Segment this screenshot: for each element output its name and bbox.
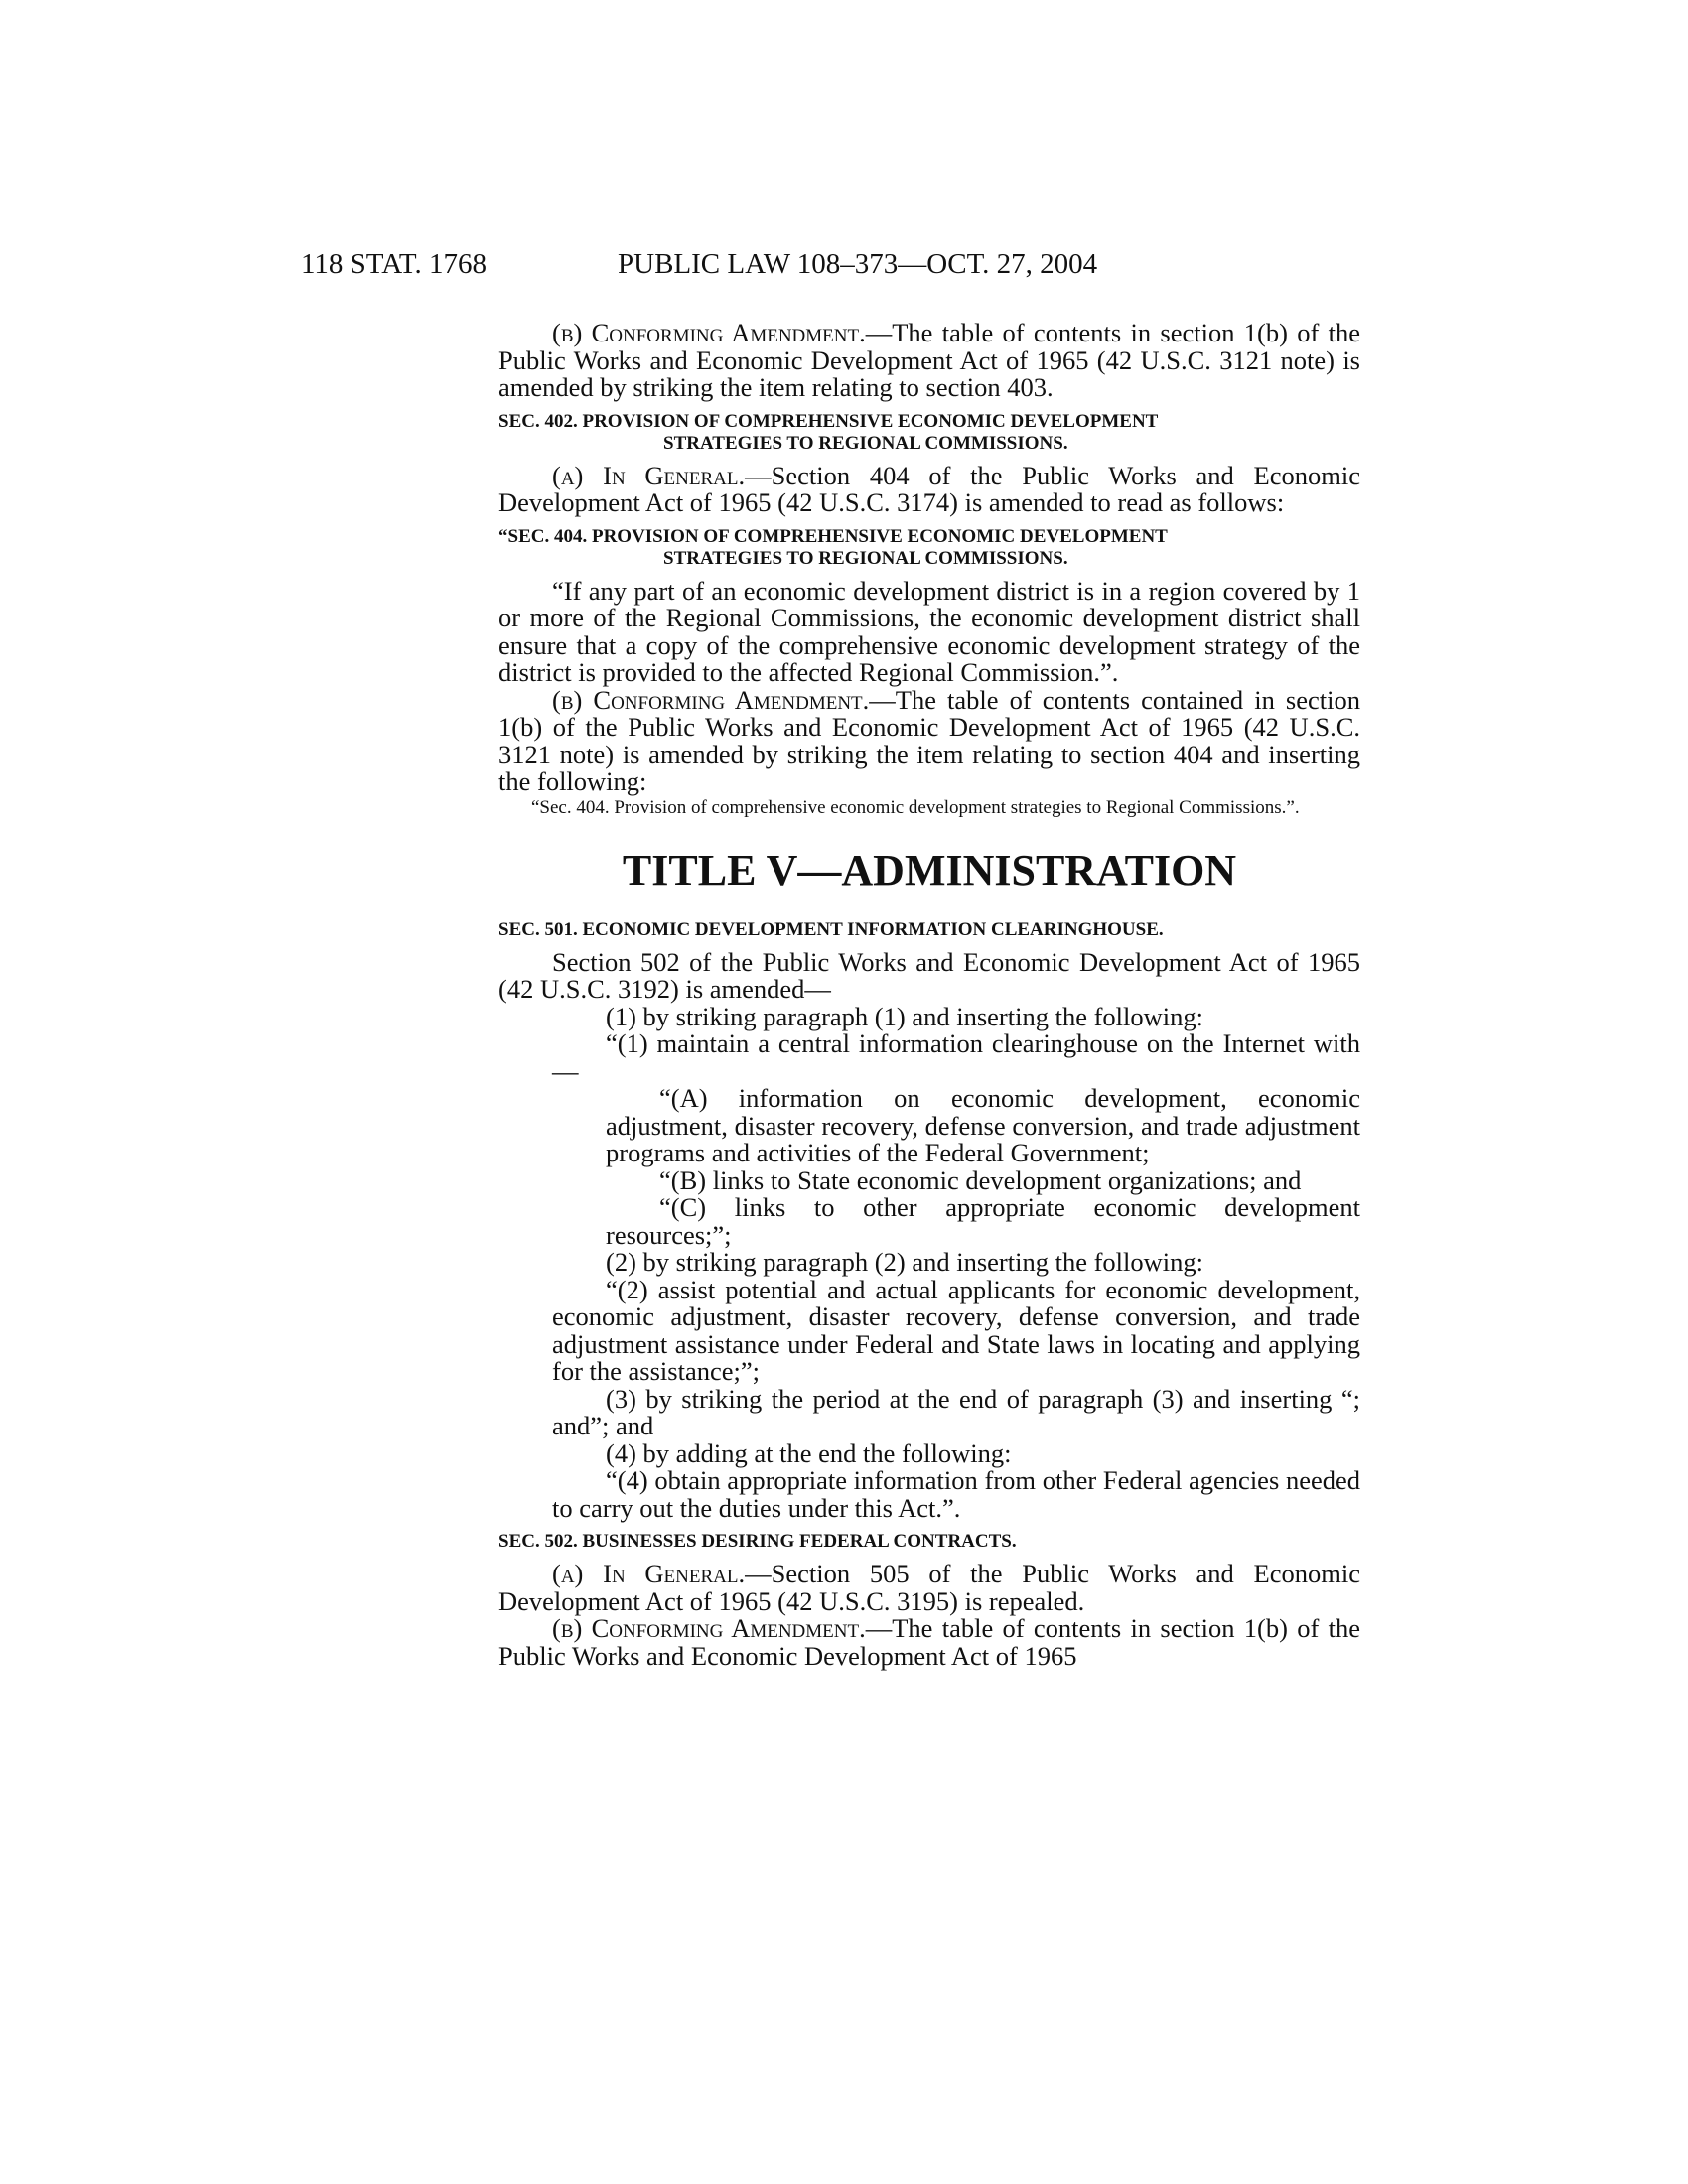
paragraph-label: (b) Conforming Amendment. (552, 1613, 866, 1643)
quoted-subparagraph-c: “(C) links to other appropriate economic development resources;”; (606, 1192, 1360, 1250)
section-heading-502 (498, 1531, 1360, 1553)
paragraph-in-general-505 (498, 1561, 1360, 1615)
list-item-4: (4) by adding at the end the following: (606, 1437, 1012, 1468)
paragraph-text: —The table of contents contained in section 1(b) of the Public Works and Economic Development Act of 1965 (42 U.S.C. 3121 note) is amended by striking the item relating to section 404 and inserting the following: (498, 684, 1360, 796)
title-heading: TITLE V—ADMINISTRATION (622, 845, 1237, 894)
document-body (498, 320, 1360, 1670)
paragraph-text: —Section 404 of the Public Works and Economic Development Act of 1965 (42 U.S.C. 3174) is amended to read as follows: (498, 460, 1360, 517)
paragraph-conforming-amendment-404 (498, 684, 1360, 796)
quoted-paragraph-1: “(1) maintain a central information clearinghouse on the Internet with— (552, 1028, 1360, 1086)
paragraph-label: (b) Conforming Amendment. (552, 318, 866, 347)
paragraph-label: (a) In General. (552, 1559, 746, 1588)
quoted-subparagraph-a: “(A) information on economic development, economic adjustment, disaster recovery, defense conversion, and trade adjustment programs and activities of the Federal Government; (606, 1083, 1360, 1167)
section-heading-404 (498, 526, 1360, 570)
section-heading-501 (498, 919, 1360, 941)
list-item-2: (2) by striking paragraph (2) and inserting the following: (606, 1247, 1203, 1277)
quoted-subparagraph-b: “(B) links to State economic development organizations; and (659, 1164, 1302, 1195)
paragraph-conforming-amendment-403 (498, 320, 1360, 402)
statute-page-number: 118 STAT. 1768 (301, 248, 487, 280)
running-head: PUBLIC LAW 108–373—OCT. 27, 2004 (618, 248, 1098, 280)
section-heading-line: SEC. 402. PROVISION OF COMPREHENSIVE ECONOMIC DEVELOPMENT (498, 410, 1159, 432)
toc-item-404: “Sec. 404. Provision of comprehensive economic development strategies to Regional Commissions.”. (531, 796, 1300, 818)
paragraph-conforming-amendment-505 (498, 1615, 1360, 1670)
paragraph-section-502: Section 502 of the Public Works and Economic Development Act of 1965 (42 U.S.C. 3192) is amended— (498, 946, 1360, 1004)
quoted-paragraph-4: “(4) obtain appropriate information from other Federal agencies needed to carry out the duties under this Act.”. (552, 1465, 1360, 1523)
section-heading-line: STRATEGIES TO REGIONAL COMMISSIONS. (663, 547, 1068, 569)
section-heading-line: “SEC. 404. PROVISION OF COMPREHENSIVE ECONOMIC DEVELOPMENT (498, 525, 1168, 547)
section-heading-line: SEC. 502. BUSINESSES DESIRING FEDERAL CONTRACTS. (498, 1531, 1017, 1552)
quoted-paragraph-2: “(2) assist potential and actual applicants for economic development, economic adjustment, disaster recovery, defense conversion, and trade adjustment assistance under Federal and State laws in locating and applying for the assistance;”; (552, 1274, 1360, 1386)
list-item-3: (3) by striking the period at the end of paragraph (3) and inserting “; and”; and (552, 1383, 1360, 1440)
paragraph-label: (b) Conforming Amendment. (552, 684, 870, 715)
paragraph-text: —Section 505 of the Public Works and Economic Development Act of 1965 (42 U.S.C. 3195) is repealed. (498, 1559, 1360, 1616)
paragraph-text: —The table of contents in section 1(b) of the Public Works and Economic Development Act of 1965 (498, 1613, 1360, 1671)
paragraph-in-general-404 (498, 460, 1360, 517)
page-header (0, 248, 1688, 288)
section-heading-402 (498, 411, 1360, 455)
paragraph-text: —The table of contents in section 1(b) of the Public Works and Economic Development Act of 1965 (42 U.S.C. 3121 note) is amended by striking the item relating to section 403. (498, 318, 1360, 402)
section-heading-line: SEC. 501. ECONOMIC DEVELOPMENT INFORMATION CLEARINGHOUSE. (498, 918, 1164, 940)
list-item-1: (1) by striking paragraph (1) and inserting the following: (606, 1001, 1203, 1031)
paragraph-regional-commission: “If any part of an economic development district is in a region covered by 1 or more of the Regional Commissions, the economic development district shall ensure that a copy of the comprehensive economic development strategy of the district is provided to the affected Regional Commission.”. (498, 575, 1360, 687)
paragraph-label: (a) In General. (552, 460, 746, 490)
section-heading-line: STRATEGIES TO REGIONAL COMMISSIONS. (663, 432, 1068, 454)
